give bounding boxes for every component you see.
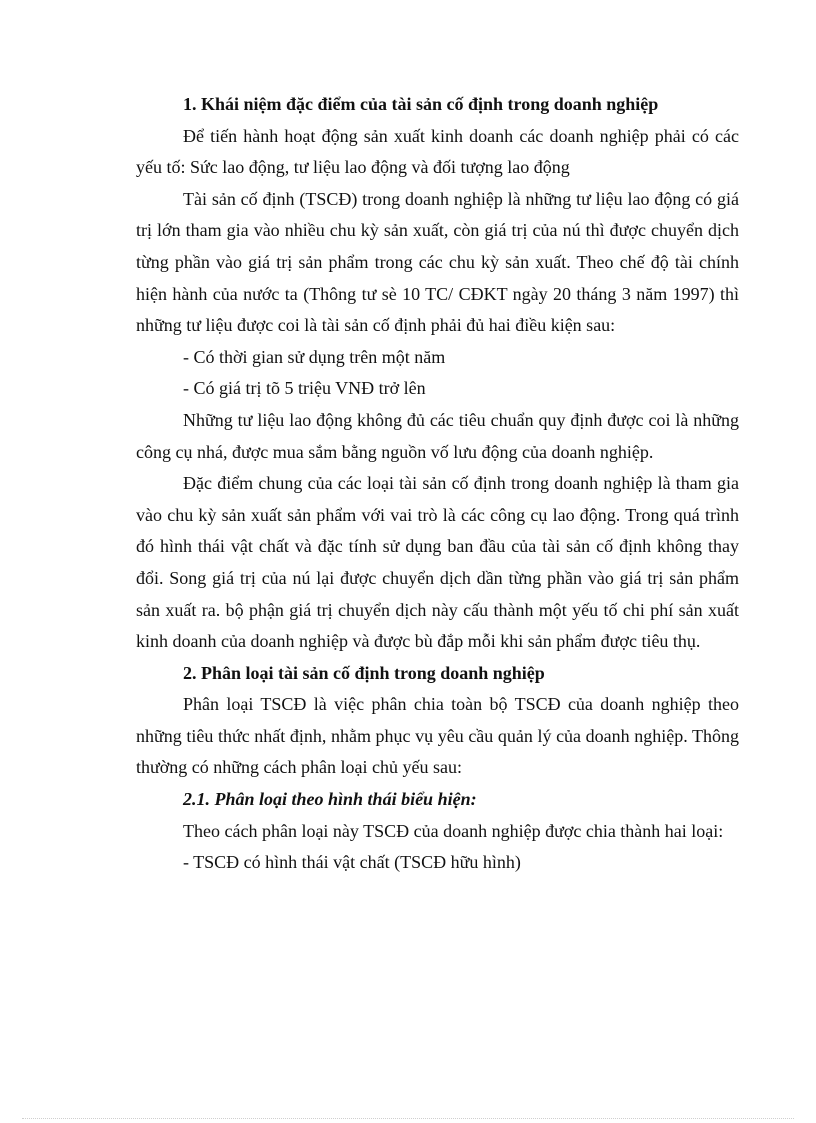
paragraph-classification: Phân loại TSCĐ là việc phân chia toàn bộ TSCĐ của doanh nghiệp theo những tiêu thức nhất định, nhằm phục vụ yêu cầu quản lý của doanh nghiệp. Thông thường có những cách phân loại chủ yếu sau: — [136, 694, 739, 778]
document-page — [136, 89, 739, 879]
condition-usage-time: - Có thời gian sử dụng trên một năm — [183, 346, 446, 367]
paragraph-tools: Những tư liệu lao động không đủ các tiêu chuẩn quy định được coi là những công cụ nhá, được mua sắm bằng nguồn vố lưu động của doanh nghiệp. — [136, 409, 739, 462]
condition-value: - Có giá trị tõ 5 triệu VNĐ trở lên — [183, 378, 426, 399]
section-1-heading: 1. Khái niệm đặc điểm của tài sản cố định trong doanh nghiệp — [183, 94, 659, 114]
list-item-tangible-assets: - TSCĐ có hình thái vật chất (TSCĐ hữu hình) — [183, 852, 521, 873]
paragraph-two-types: Theo cách phân loại này TSCĐ của doanh nghiệp được chia thành hai loại: — [183, 820, 724, 841]
paragraph-production-factors: Để tiến hành hoạt động sản xuất kinh doanh các doanh nghiệp phải có các yếu tố: Sức lao động, tư liệu lao động và đối tượng lao động — [136, 125, 739, 178]
paragraph-fixed-asset-definition: Tài sản cố định (TSCĐ) trong doanh nghiệp là những tư liệu lao động có giá trị lớn tham gia vào nhiều chu kỳ sản xuất, còn giá trị của nú thì được chuyển dịch từng phần vào giá trị sản phẩm trong các chu kỳ sản xuất. Theo chế độ tài chính hiện hành của nước ta (Thông tư sè 10 TC/ CĐKT ngày 20 tháng 3 năm 1997) thì những tư liệu được coi là tài sản cố định phải đủ hai điều kiện sau: — [136, 188, 739, 336]
page-bottom-divider — [22, 1118, 794, 1119]
subsection-2-1-heading: 2.1. Phân loại theo hình thái biểu hiện: — [183, 789, 477, 810]
section-2-heading: 2. Phân loại tài sản cố định trong doanh nghiệp — [183, 662, 545, 683]
paragraph-characteristics: Đặc điểm chung của các loại tài sản cố định trong doanh nghiệp là tham gia vào chu kỳ sản xuất sản phẩm với vai trò là các công cụ lao động. Trong quá trình đó hình thái vật chất và đặc tính sử dụng ban đầu của tài sản cố định không thay đổi. Song giá trị của nú lại được chuyển dịch dần từng phần vào giá trị sản phẩm sản xuất ra. bộ phận giá trị chuyển dịch này cấu thành một yếu tố chi phí sản xuất kinh doanh của doanh nghiệp và được bù đắp mỗi khi sản phẩm được tiêu thụ. — [136, 473, 739, 652]
